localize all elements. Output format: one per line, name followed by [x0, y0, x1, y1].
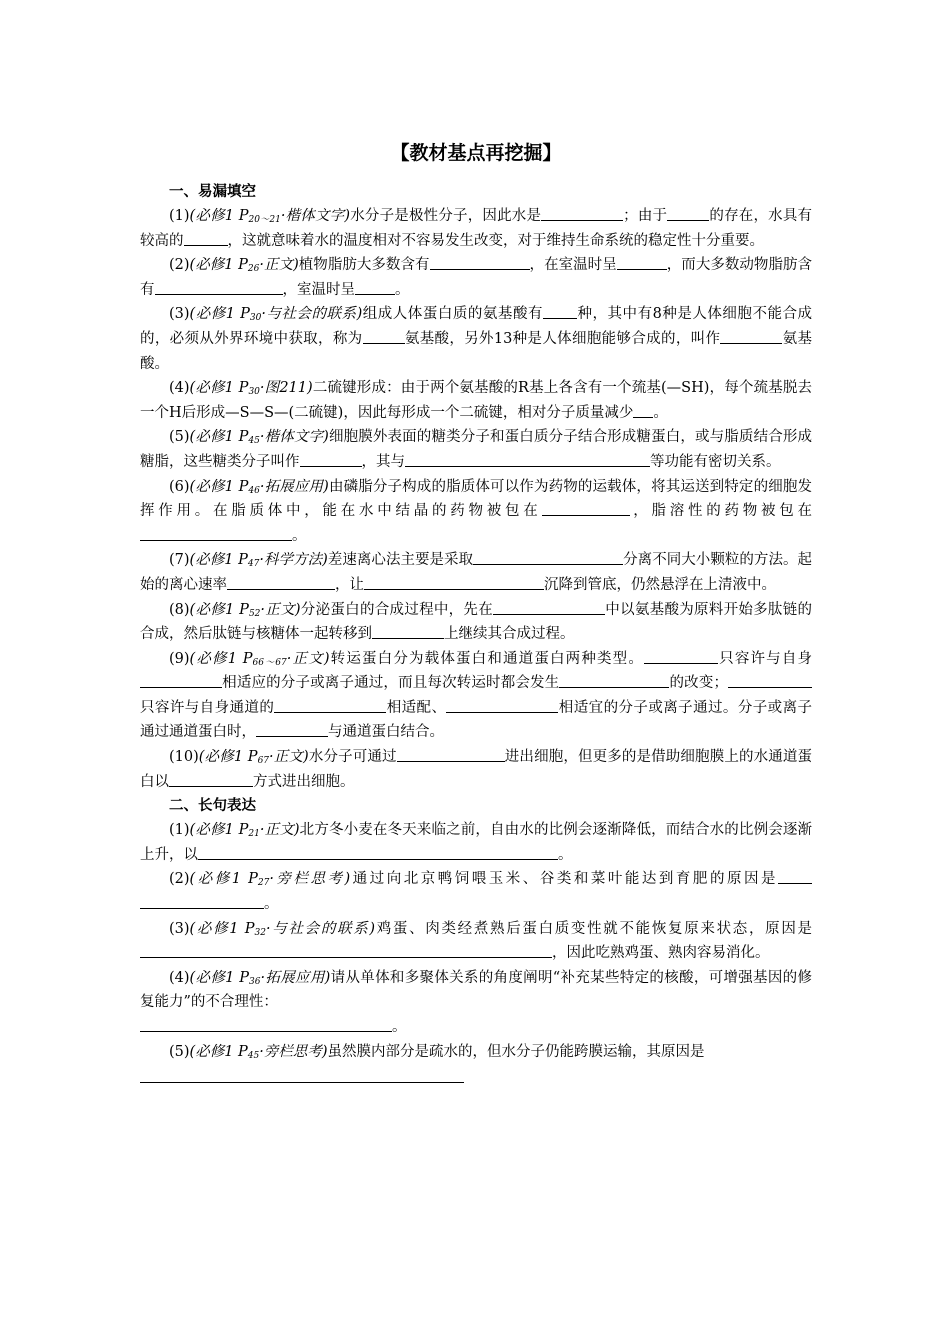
source-ref: (必修1 $P_{46}\cdot$拓展应用)	[189, 478, 329, 496]
answer-blank[interactable]	[355, 280, 395, 295]
answer-blank[interactable]	[493, 600, 605, 615]
section-heading-long-answer: 二、长句表达	[169, 798, 256, 815]
answer-blank[interactable]	[169, 772, 253, 787]
source-ref: (必修1 $P_{30}\cdot$图211)	[189, 380, 313, 398]
answer-blank[interactable]	[397, 747, 505, 762]
answer-blank[interactable]	[140, 1017, 392, 1032]
answer-blank[interactable]	[617, 255, 667, 270]
answer-blank[interactable]	[633, 403, 653, 418]
answer-blank[interactable]	[227, 575, 335, 590]
answer-blank[interactable]	[644, 649, 718, 664]
long-question-4: (4)(必修1 $P_{36}\cdot$拓展应用)请从单体和多聚体关系的角度阐明“补充某些特定的核酸，可增强基因的修复能力”的不合理性：	[140, 969, 812, 1011]
answer-blank[interactable]	[363, 329, 405, 344]
answer-blank[interactable]	[720, 329, 782, 344]
answer-blank[interactable]	[300, 452, 362, 467]
answer-blank[interactable]	[430, 255, 530, 270]
answer-blank[interactable]	[728, 673, 812, 688]
answer-blank[interactable]	[372, 624, 444, 639]
answer-blank[interactable]	[667, 206, 709, 221]
source-ref: (必修1 $P_{26}\cdot$正文)	[189, 257, 299, 275]
question-1: (1)(必修1 $P_{20\sim 21}\cdot$楷体文字)水分子是极性分子，因此水是 ；由于 的存在，水具有较高的 ，这就意味着水的温度相对不容易发生改变，对于维持生命系统的稳定性十分重要。	[140, 208, 813, 249]
answer-blank[interactable]	[140, 673, 222, 688]
source-ref: (必修1 $P_{47}\cdot$科学方法)	[189, 552, 328, 570]
answer-line[interactable]	[140, 1064, 464, 1083]
answer-blank[interactable]	[778, 869, 812, 884]
section-heading-fill-blank: 一、易漏填空	[169, 184, 256, 200]
answer-blank[interactable]	[405, 452, 650, 467]
source-ref: (必修1 $P_{45}\cdot$旁栏思考)	[189, 1043, 328, 1061]
question-8: (8)(必修1 $P_{52}\cdot$正文)分泌蛋白的合成过程中，先在 中以氨基酸为原料开始多肽链的合成，然后肽链与核糖体一起转移到 上继续其合成过程。	[140, 601, 813, 643]
question-10: (10)(必修1 $P_{67}\cdot$正文)水分子可通过 进出细胞，但更多的是借助细胞膜上的水通道蛋白以 方式进出细胞。	[140, 749, 813, 790]
source-ref: (必修1 $P_{30}\cdot$与社会的联系)	[189, 306, 363, 324]
long-question-2: (2)(必修1 $P_{27}\cdot$旁栏思考)通过向北京鸭饲喂玉米、谷类和菜叶能达到育肥的原因是。	[140, 867, 812, 916]
answer-blank[interactable]	[446, 698, 558, 713]
long-question-5: (5)(必修1 $P_{45}\cdot$旁栏思考)虽然膜内部分是疏水的，但水分子仍能跨膜运输，其原因是	[169, 1043, 705, 1061]
source-ref: (必修1 $P_{67}\cdot$正文)	[198, 749, 309, 767]
source-ref: (必修1 $P_{27}\cdot$旁栏思考)	[189, 871, 351, 889]
long-question-3: (3)(必修1 $P_{32}\cdot$与社会的联系)鸡蛋、肉类经煮熟后蛋白质变性就不能恢复原来状态，原因是，因此吃熟鸡蛋、熟肉容易消化。	[140, 917, 812, 966]
long-question-4-answer: 。	[140, 1015, 812, 1040]
source-ref: (必修1 $P_{20\sim 21}\cdot$楷体文字)	[189, 208, 351, 225]
answer-blank[interactable]	[473, 550, 623, 565]
page-title: 【教材基点再挖掘】	[390, 142, 562, 164]
question-7: (7)(必修1 $P_{47}\cdot$科学方法)差速离心法主要是采取 分离不同大小颗粒的方法。起始的离心速率 ，让 沉降到管底，仍然悬浮在上清液中。	[140, 552, 813, 593]
source-ref: (必修1 $P_{32}\cdot$与社会的联系)	[189, 920, 376, 938]
answer-blank[interactable]	[140, 526, 292, 541]
question-6: (6)(必修1 $P_{46}\cdot$拓展应用)由磷脂分子构成的脂质体可以作为药物的运载体，将其运送到特定的细胞发挥作用。在脂质体中，能在水中结晶的药物被包在 ，脂溶性的药物被包在。	[140, 478, 812, 544]
answer-blank[interactable]	[184, 231, 228, 246]
answer-blank[interactable]	[274, 698, 386, 713]
long-question-1: (1)(必修1 $P_{21}\cdot$正文)北方冬小麦在冬天来临之前，自由水的比例会逐渐降低，而结合水的比例会逐渐上升，以 。	[140, 822, 813, 863]
source-ref: (必修1 $P_{52}\cdot$正文)	[189, 601, 301, 619]
answer-blank[interactable]	[256, 722, 328, 737]
document-page	[140, 140, 812, 1083]
source-ref: (必修1 $P_{21}\cdot$正文)	[189, 822, 300, 840]
source-ref: (必修1 $P_{45}\cdot$楷体文字)	[189, 429, 329, 447]
answer-blank[interactable]	[155, 280, 283, 295]
answer-blank[interactable]	[541, 206, 623, 221]
answer-blank[interactable]	[542, 501, 630, 516]
answer-blank[interactable]	[543, 304, 577, 319]
source-ref: (必修1 $P_{36}\cdot$拓展应用)	[189, 969, 331, 987]
answer-blank[interactable]	[140, 943, 552, 958]
answer-blank[interactable]	[559, 673, 669, 688]
source-ref: (必修1 $P_{66\sim 67}\cdot$正文)	[189, 650, 330, 668]
question-2: (2)(必修1 $P_{26}\cdot$正文)植物脂肪大多数含有 ，在室温时呈 ，而大多数动物脂肪含有 ，室温时呈 。	[140, 257, 813, 298]
answer-blank[interactable]	[364, 575, 544, 590]
answer-blank[interactable]	[198, 845, 558, 860]
question-3: (3)(必修1 $P_{30}\cdot$与社会的联系)组成人体蛋白质的氨基酸有 种，其中有8种是人体细胞不能合成的，必须从外界环境中获取，称为 氨基酸，另外13种是人体细胞能够合成的，叫作 氨基酸。	[140, 306, 813, 372]
question-4: (4)(必修1 $P_{30}\cdot$图211)二硫键形成：由于两个氨基酸的R基上各含有一个巯基(—SH)，每个巯基脱去一个H后形成—S—S—(二硫键)，因此每形成一个二硫键，相对分子质量减少 。	[140, 380, 813, 421]
question-5: (5)(必修1 $P_{45}\cdot$楷体文字)细胞膜外表面的糖类分子和蛋白质分子结合形成糖蛋白，或与脂质结合形成糖脂，这些糖类分子叫作 ，其与 等功能有密切关系。	[140, 429, 812, 470]
question-9: (9)(必修1 $P_{66\sim 67}\cdot$正文)转运蛋白分为载体蛋白和通道蛋白两种类型。 只容许与自身相适应的分子或离子通过，而且每次转运时都会发生 的改变；只容许与自身通道的 相适配、 相适宜的分子或离子通过。分子或离子通过通道蛋白时， 与通道蛋白结合。	[140, 650, 813, 741]
answer-blank[interactable]	[140, 894, 264, 909]
